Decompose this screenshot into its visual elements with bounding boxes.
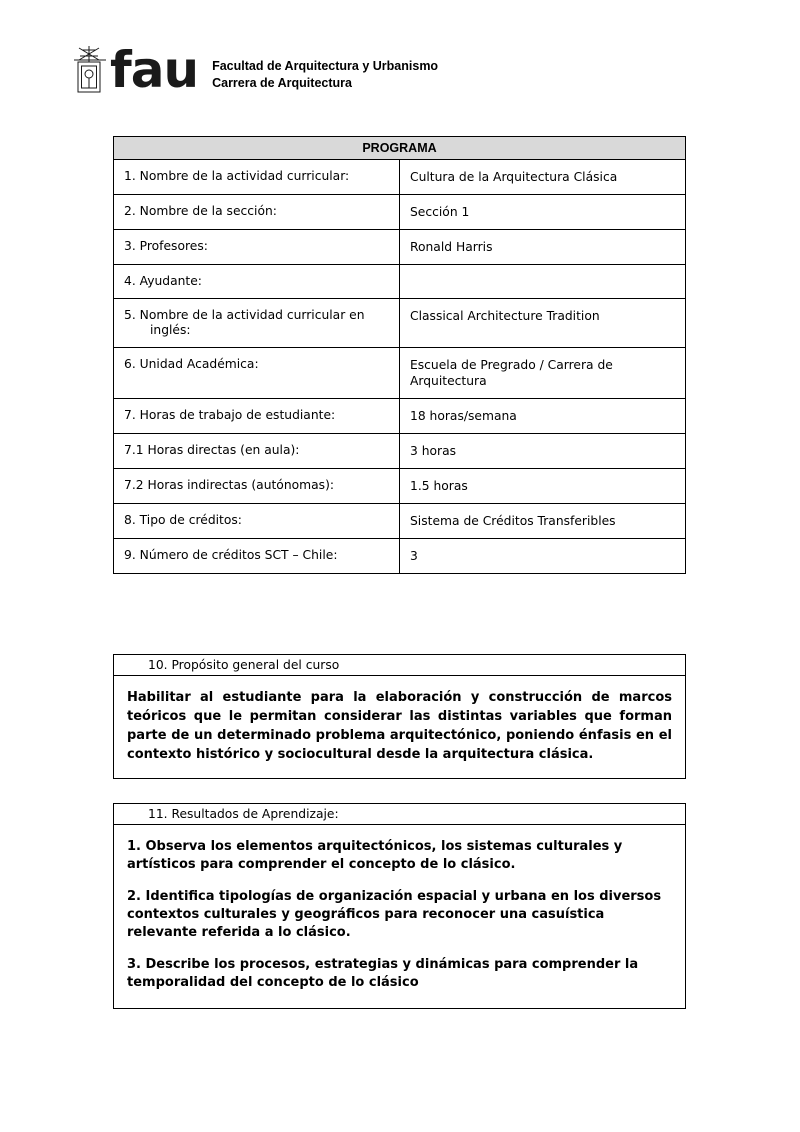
proposito-body: Habilitar al estudiante para la elaboración y construcción de marcos teóricos que le permitan considerar las distintas variables que forman parte de un determinado problema arquitectónico, poniendo énfasis en el contexto histórico y sociocultural desde la arquitectura clásica.	[114, 676, 686, 779]
row-value: 3	[400, 539, 686, 574]
row-value: Classical Architecture Tradition	[400, 299, 686, 348]
row-label: 9. Número de créditos SCT – Chile:	[114, 539, 400, 574]
table-row	[114, 469, 686, 504]
resultados-heading: 11. Resultados de Aprendizaje:	[114, 804, 686, 825]
program-title: PROGRAMA	[114, 137, 686, 160]
resultados-body	[114, 825, 686, 1009]
header-faculty: Facultad de Arquitectura y Urbanismo	[212, 59, 439, 73]
row-label: 3. Profesores:	[114, 230, 400, 265]
row-label: 5. Nombre de la actividad curricular en inglés:	[114, 299, 400, 348]
table-row	[114, 348, 686, 399]
row-label: 7. Horas de trabajo de estudiante:	[114, 399, 400, 434]
header-career: Carrera de Arquitectura	[212, 76, 352, 90]
row-value: Escuela de Pregrado / Carrera de Arquitectura	[400, 348, 686, 399]
row-label: 6. Unidad Académica:	[114, 348, 400, 399]
table-row	[114, 160, 686, 195]
document-header	[72, 41, 439, 100]
table-row	[114, 399, 686, 434]
row-label: 4. Ayudante:	[114, 265, 400, 299]
table-row	[114, 265, 686, 299]
program-table	[113, 136, 686, 574]
table-row	[114, 539, 686, 574]
row-value: 18 horas/semana	[400, 399, 686, 434]
row-value	[400, 265, 686, 299]
fau-wordmark: fau	[110, 41, 199, 99]
table-row	[114, 299, 686, 348]
section-body-row	[114, 676, 686, 779]
proposito-section	[113, 654, 686, 779]
row-value: Sección 1	[400, 195, 686, 230]
row-label: 8. Tipo de créditos:	[114, 504, 400, 539]
section-heading-row	[114, 655, 686, 676]
table-row	[114, 504, 686, 539]
row-value: Ronald Harris	[400, 230, 686, 265]
row-value: Sistema de Créditos Transferibles	[400, 504, 686, 539]
row-label: 7.1 Horas directas (en aula):	[114, 434, 400, 469]
resultado-item: 1. Observa los elementos arquitectónicos, los sistemas culturales y artísticos para comprender el concepto de lo clásico.	[127, 839, 623, 872]
header-institution	[212, 44, 438, 92]
section-body-row	[114, 825, 686, 1009]
resultado-item: 3. Describe los procesos, estrategias y dinámicas para comprender la temporalidad del concepto de lo clásico	[127, 957, 639, 990]
row-value: Cultura de la Arquitectura Clásica	[400, 160, 686, 195]
table-row	[114, 230, 686, 265]
fau-emblem-icon	[72, 44, 108, 100]
row-label: 2. Nombre de la sección:	[114, 195, 400, 230]
resultado-item: 2. Identifica tipologías de organización espacial y urbana en los diversos contextos culturales y geográficos para reconocer una casuística relevante referida a lo clásico.	[127, 889, 662, 940]
section-heading-row	[114, 804, 686, 825]
row-label: 1. Nombre de la actividad curricular:	[114, 160, 400, 195]
row-value: 3 horas	[400, 434, 686, 469]
table-row	[114, 195, 686, 230]
fau-logo	[72, 41, 199, 100]
proposito-heading: 10. Propósito general del curso	[114, 655, 686, 676]
table-title-row	[114, 137, 686, 160]
table-row	[114, 434, 686, 469]
resultados-section	[113, 803, 686, 1009]
row-value: 1.5 horas	[400, 469, 686, 504]
row-label: 7.2 Horas indirectas (autónomas):	[114, 469, 400, 504]
